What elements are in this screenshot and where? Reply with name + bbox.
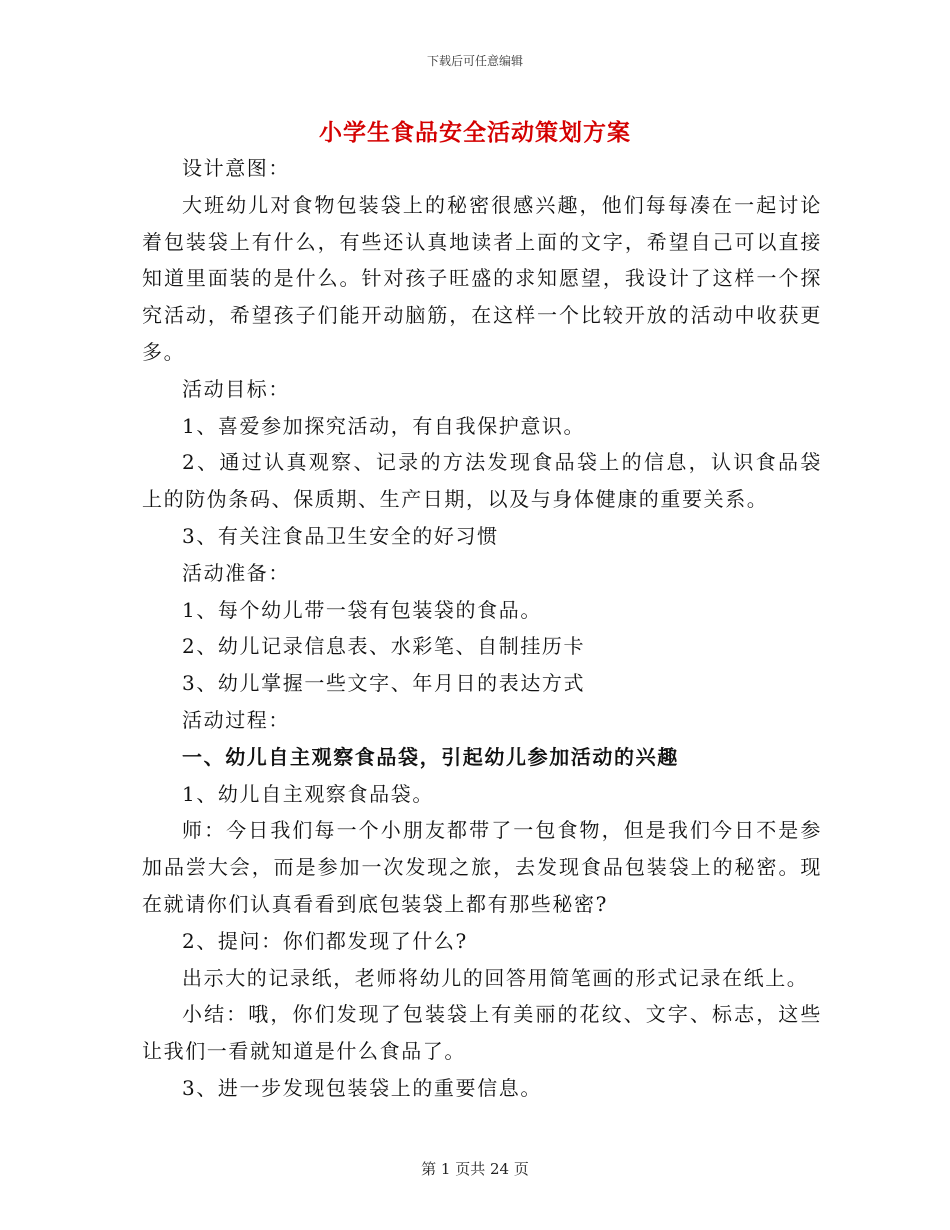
paragraph-design-intent: 大班幼儿对食物包装袋上的秘密很感兴趣，他们每每凑在一起讨论着包装袋上有什么，有些还认真地读者上面的文字，希望自己可以直接知道里面装的是什么。针对孩子旺盛的求知愿望，我设计了这样一个探究活动，希望孩子们能开动脑筋，在这样一个比较开放的活动中收获更多。 — [142, 192, 822, 364]
teacher-speech-paragraph: 师：今日我们每一个小朋友都带了一包食物，但是我们今日不是参加品尝大会，而是参加一次发现之旅，去发现食品包装袋上的秘密。现在就请你们认真看看到底包装袋上都有那些秘密? — [142, 818, 822, 916]
goal-item-2: 2、通过认真观察、记录的方法发现食品袋上的信息，认识食品袋上的防伪条码、保质期、生产日期，以及与身体健康的重要关系。 — [142, 450, 822, 512]
process-step-heading-1: 一、幼儿自主观察食品袋，引起幼儿参加活动的兴趣 — [182, 744, 679, 769]
section-heading-preparation: 活动准备： — [182, 560, 290, 585]
goal-item-3: 3、有关注食品卫生安全的好习惯 — [182, 523, 499, 548]
record-paper-paragraph: 出示大的记录纸，老师将幼儿的回答用简笔画的形式记录在纸上。 — [182, 965, 809, 990]
section-heading-process: 活动过程： — [182, 707, 290, 732]
process-substep-3: 3、进一步发现包装袋上的重要信息。 — [182, 1075, 542, 1100]
page-number-footer: 第 1 页共 24 页 — [421, 1160, 529, 1178]
process-substep-2: 2、提问：你们都发现了什么? — [182, 928, 468, 953]
preparation-item-3: 3、幼儿掌握一些文字、年月日的表达方式 — [182, 671, 586, 696]
section-heading-goals: 活动目标： — [182, 376, 290, 401]
document-body — [142, 150, 822, 1107]
preparation-item-1: 1、每个幼儿带一袋有包装袋的食品。 — [182, 597, 542, 622]
section-heading-design-intent: 设计意图： — [182, 156, 290, 180]
page-header-note: 下载后可任意编辑 — [426, 54, 523, 68]
summary-paragraph: 小结：哦，你们发现了包装袋上有美丽的花纹、文字、标志，这些让我们一看就知道是什么食品了。 — [142, 1002, 822, 1064]
process-substep-1: 1、幼儿自主观察食品袋。 — [182, 781, 434, 806]
document-title: 小学生食品安全活动策划方案 — [319, 119, 631, 146]
goal-item-1: 1、喜爱参加探究活动，有自我保护意识。 — [182, 413, 586, 438]
preparation-item-2: 2、幼儿记录信息表、水彩笔、自制挂历卡 — [182, 634, 586, 659]
